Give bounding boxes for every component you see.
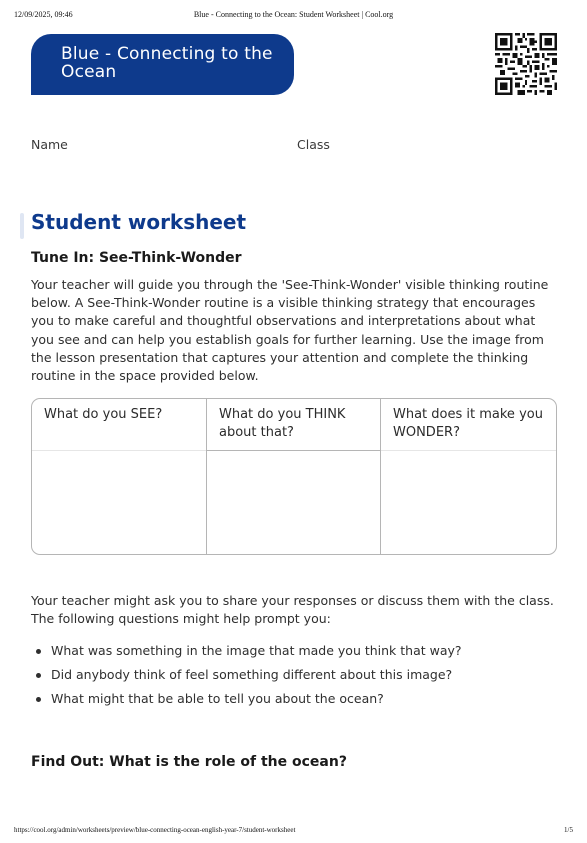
print-timestamp: 12/09/2025, 09:46 [14, 10, 73, 19]
list-item: What was something in the image that made you think that way? [34, 643, 462, 667]
wonder-column [381, 399, 556, 554]
think-response-area[interactable] [207, 451, 380, 554]
think-header: What do you THINK about that? [207, 399, 380, 451]
prompt-questions-list [34, 643, 462, 715]
name-label: Name [31, 137, 68, 152]
wonder-header: What does it make you WONDER? [381, 399, 556, 451]
find-out-heading: Find Out: What is the role of the ocean? [31, 754, 347, 770]
class-label: Class [297, 137, 330, 152]
tune-in-heading: Tune In: See-Think-Wonder [31, 250, 242, 266]
print-url: https://cool.org/admin/worksheets/preview/blue-connecting-ocean-english-year-7/student-worksheet [14, 826, 296, 834]
print-header [14, 10, 573, 22]
wonder-response-area[interactable] [381, 451, 556, 554]
print-page-title: Blue - Connecting to the Ocean: Student Worksheet | Cool.org [193, 10, 394, 19]
list-item: Did anybody think of feel something different about this image? [34, 667, 462, 691]
section-accent-bar [20, 213, 24, 239]
see-column [32, 399, 207, 554]
see-think-wonder-table [31, 398, 557, 555]
print-footer [14, 826, 573, 836]
think-column [207, 399, 381, 554]
see-response-area[interactable] [32, 451, 206, 554]
see-header: What do you SEE? [32, 399, 206, 451]
qr-code-icon [495, 33, 557, 95]
tune-in-paragraph: Your teacher will guide you through the 'See-Think-Wonder' visible thinking routine below. A See-Think-Wonder routine is a visible thinking strategy that encourages you to make careful and thoughtful observations and interpretations about what you see and can help you establish goals for further learning. Use the image from the lesson presentation that captures your attention and complete the thinking routine in the space provided below. [31, 277, 549, 384]
page-number: 1/5 [564, 826, 573, 834]
followup-paragraph: Your teacher might ask you to share your responses or discuss them with the class. The following questions might help prompt you: [31, 593, 554, 627]
worksheet-title-banner: Blue - Connecting to the Ocean [31, 34, 294, 95]
list-item: What might that be able to tell you about the ocean? [34, 691, 462, 715]
section-title: Student worksheet [31, 210, 247, 234]
